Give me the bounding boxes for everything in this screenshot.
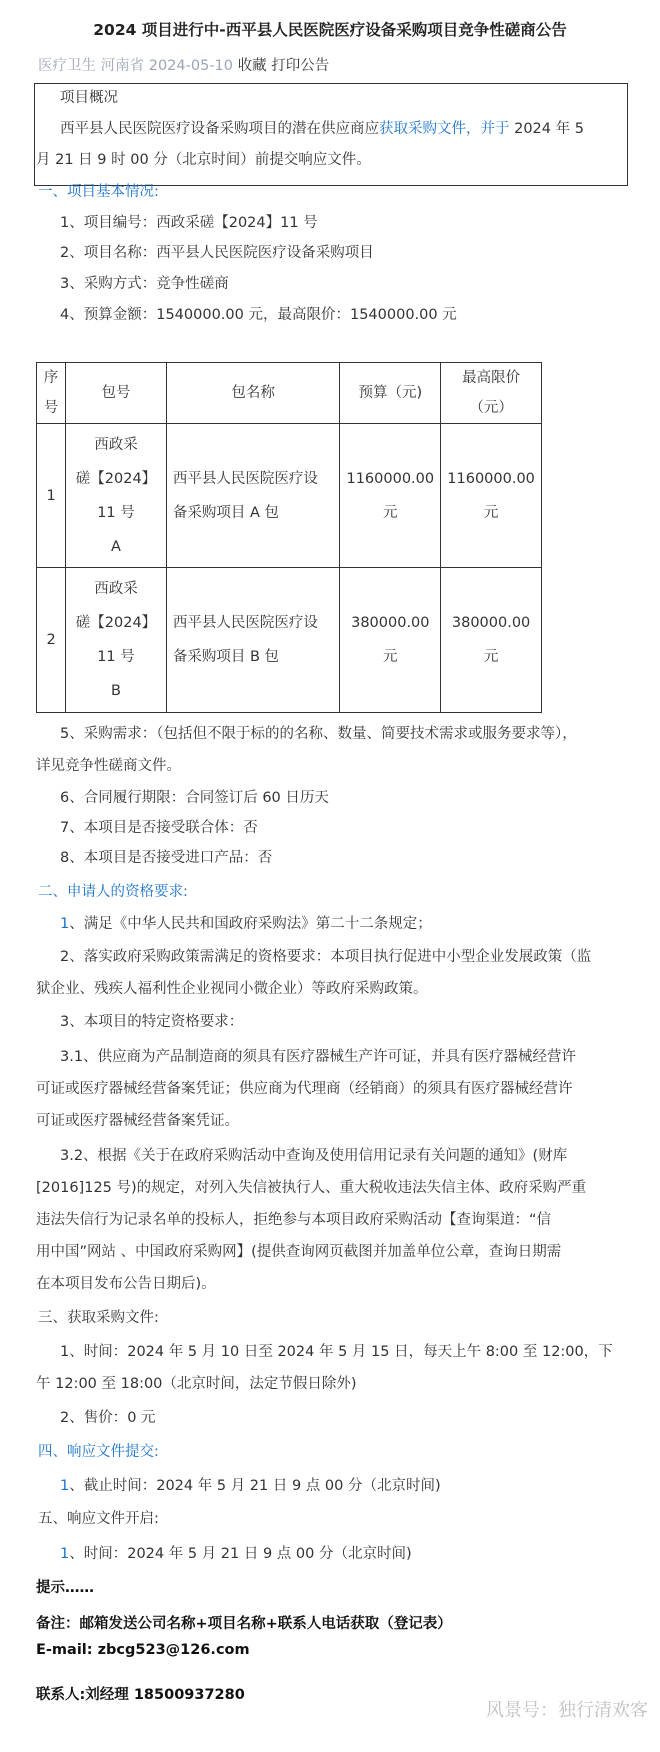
section1-item5-a: 5、采购需求：（包括但不限于标的的名称、数量、简要技术需求或服务要求等）， [60,726,577,742]
table-row [37,568,542,713]
row2-pkg-no: 西政采 磋【2024】 11 号 B [66,568,167,713]
section3-item1-b: 午 12:00 至 18:00（北京时间，法定节假日除外) [36,1376,357,1392]
row1-budget: 1160000.00 元 [340,424,441,568]
summary-text-b: 2024 年 5 [509,121,584,137]
section2-item1: 1、满足《中华人民共和国政府采购法》第二十二条规定； [60,916,432,932]
contact-text: 联系人:刘经理 18500937280 [36,1687,245,1703]
section2-item2-a: 2、落实政府采购政策需满足的资格要求：本项目执行促进中小型企业发展政策（监 [60,949,592,965]
header-budget: 预算（元) [340,363,441,424]
favorite-button[interactable]: 收藏 [237,58,267,74]
section4-heading: 四、响应文件提交: [38,1444,159,1460]
section2-heading: 二、申请人的资格要求: [38,884,188,900]
header-pkg-no: 包号 [66,363,167,424]
section2-item31-c: 可证或医疗器械经营备案凭证。 [36,1113,239,1129]
section1-item1: 1、项目编号：西政采磋【2024】11 号 [60,215,318,231]
get-documents-link[interactable]: 获取采购文件，并于 [379,121,510,137]
section2-item3: 3、本项目的特定资格要求： [60,1014,244,1030]
section2-item32-e: 在本项目发布公告日期后)。 [36,1276,216,1292]
tip-text: 提示…… [36,1580,94,1596]
row1-seq: 1 [37,424,66,568]
row1-pkg-no: 西政采 磋【2024】 11 号 A [66,424,167,568]
section2-item31-a: 3.1、供应商为产品制造商的须具有医疗器械生产许可证，并具有医疗器械经营许 [60,1049,577,1065]
section4-item1: 1、截止时间：2024 年 5 月 21 日 9 点 00 分（北京时间) [60,1478,441,1494]
print-button[interactable]: 打印公告 [271,58,330,74]
row2-budget: 380000.00 元 [340,568,441,713]
section2-item32-a: 3.2、根据《关于在政府采购活动中查询及使用信用记录有关问题的通知》(财库 [60,1148,568,1164]
summary-line-2: 月 21 日 9 时 00 分（北京时间）前提交响应文件。 [36,152,371,168]
section1-item3: 3、采购方式：竞争性磋商 [60,276,229,292]
section2-item32-c: 违法失信行为记录名单的投标人，拒绝参与本项目政府采购活动【查询渠道：“信 [36,1212,552,1228]
meta-bar [38,54,329,75]
email-text[interactable]: E-mail: zbcg523@126.com [36,1642,250,1658]
summary-heading: 项目概况 [60,90,118,106]
row2-pkg-name: 西平县人民医院医疗设 备采购项目 B 包 [166,568,340,713]
section2-item2-b: 狱企业、残疾人福利性企业视同小微企业）等政府采购政策。 [36,981,428,997]
table-row [37,424,542,568]
row2-seq: 2 [37,568,66,713]
section1-item4: 4、预算金额：1540000.00 元，最高限价：1540000.00 元 [60,307,457,323]
section3-item1-a: 1、时间：2024 年 5 月 10 日至 2024 年 5 月 15 日，每天上午 8:00 至 12:00，下 [60,1344,613,1360]
section3-heading: 三、获取采购文件: [38,1310,159,1326]
section2-item32-d: 用中国”网站 、中国政府采购网】(提供查询网页截图并加盖单位公章，查询日期需 [36,1244,562,1260]
section1-heading: 一、项目基本情况: [38,184,159,200]
section5-heading: 五、响应文件开启: [38,1511,159,1527]
header-max: 最高限价 （元） [441,363,542,424]
summary-line-1 [60,117,584,138]
package-table [36,362,542,713]
row1-pkg-name: 西平县人民医院医疗设 备采购项目 A 包 [166,424,340,568]
section3-item2: 2、售价：0 元 [60,1410,156,1426]
header-seq: 序 号 [37,363,66,424]
section5-item1: 1、时间：2024 年 5 月 21 日 9 点 00 分（北京时间) [60,1546,412,1562]
publish-date: 2024-05-10 [148,58,233,74]
section1-item7: 7、本项目是否接受联合体：否 [60,820,258,836]
table-header-row [37,363,542,424]
watermark: 风景号：独行清欢客 [486,1700,648,1721]
row1-max: 1160000.00 元 [441,424,542,568]
section2-item32-b: [2016]125 号)的规定，对列入失信被执行人、重大税收违法失信主体、政府采购严重 [36,1180,587,1196]
section2-item31-b: 可证或医疗器械经营备案凭证；供应商为代理商（经销商）的须具有医疗器械经营许 [36,1081,573,1097]
page-title: 2024 项目进行中-西平县人民医院医疗设备采购项目竞争性磋商公告 [93,21,567,39]
section1-item8: 8、本项目是否接受进口产品：否 [60,850,273,866]
category-link[interactable]: 医疗卫生 [38,58,96,74]
section1-item5-b: 详见竞争性磋商文件。 [36,758,181,774]
row2-max: 380000.00 元 [441,568,542,713]
section1-item2: 2、项目名称：西平县人民医院医疗设备采购项目 [60,245,374,261]
section1-item6: 6、合同履行期限：合同签订后 60 日历天 [60,790,329,806]
region-link[interactable]: 河南省 [100,58,145,74]
header-pkg-name: 包名称 [166,363,340,424]
note-text: 备注：邮箱发送公司名称+项目名称+联系人电话获取（登记表） [36,1616,452,1632]
summary-text-a: 西平县人民医院医疗设备采购项目的潜在供应商应 [60,121,379,137]
